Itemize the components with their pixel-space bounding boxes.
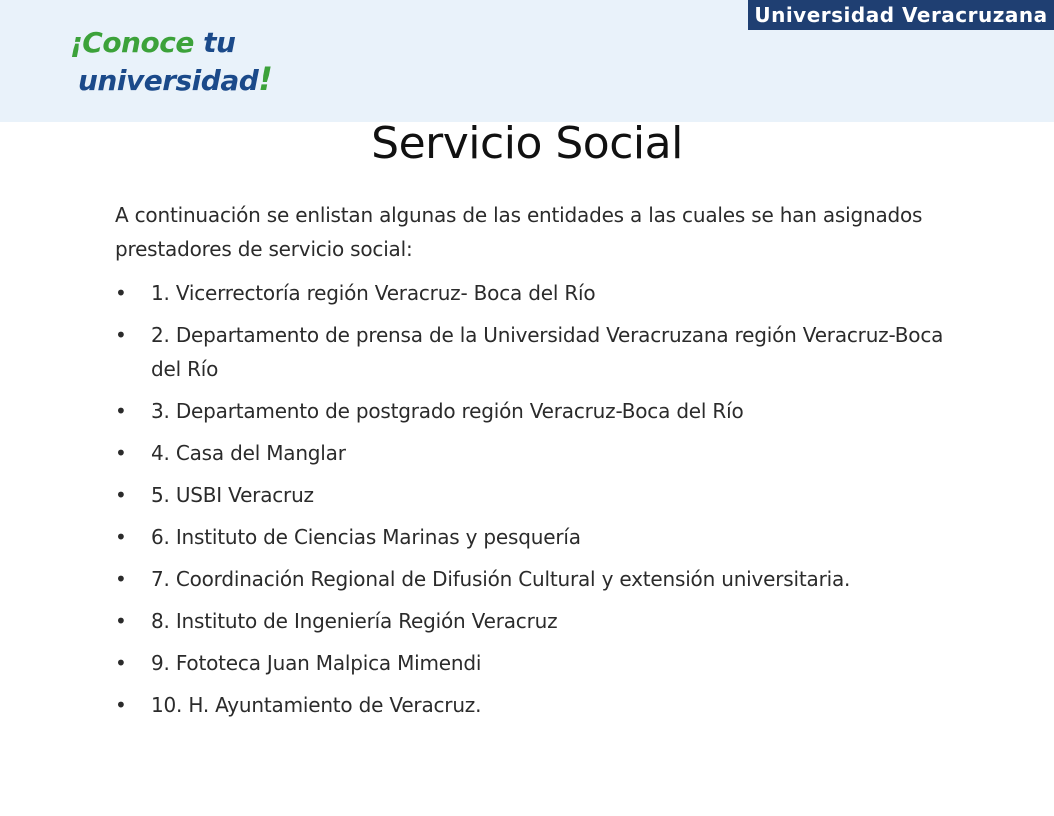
- list-item: [115, 276, 945, 310]
- list-item: [115, 478, 945, 512]
- list-item: [115, 646, 945, 680]
- list-item-text: 6. Instituto de Ciencias Marinas y pesquería: [151, 525, 581, 549]
- intro-text: A continuación se enlistan algunas de las entidades a las cuales se han asignados prestadores de servicio social:: [115, 203, 923, 261]
- bullet-icon: •: [115, 323, 127, 347]
- list-item: [115, 688, 945, 722]
- university-brand-bar: Universidad Veracruzana: [748, 0, 1054, 30]
- list-item: [115, 562, 945, 596]
- bullet-icon: •: [115, 567, 127, 591]
- logo-line1: [70, 26, 235, 59]
- bullet-icon: •: [115, 651, 127, 675]
- logo-conoce-text: ¡Conoce: [70, 26, 194, 59]
- logo-exclamation: !: [258, 60, 273, 98]
- list-item: [115, 436, 945, 470]
- list-item-text: 2. Departamento de prensa de la Universidad Veracruzana región Veracruz-Boca del Río: [151, 323, 944, 381]
- list-item-text: 4. Casa del Manglar: [151, 441, 346, 465]
- bullet-icon: •: [115, 399, 127, 423]
- list-item-text: 1. Vicerrectoría región Veracruz- Boca del Río: [151, 281, 596, 305]
- slide-content: [115, 198, 945, 730]
- bullet-icon: •: [115, 525, 127, 549]
- list-item-text: 9. Fototeca Juan Malpica Mimendi: [151, 651, 482, 675]
- list-item: [115, 604, 945, 638]
- list-item: [115, 318, 945, 386]
- list-item-text: 5. USBI Veracruz: [151, 483, 314, 507]
- logo-universidad-text: universidad: [78, 64, 259, 97]
- logo-line2: [78, 60, 272, 98]
- logo-tu-text: tu: [203, 26, 236, 59]
- list-item-text: 8. Instituto de Ingeniería Región Veracruz: [151, 609, 558, 633]
- list-item-text: 10. H. Ayuntamiento de Veracruz.: [151, 693, 482, 717]
- entity-list: [115, 276, 945, 722]
- bullet-icon: •: [115, 441, 127, 465]
- list-item-text: 7. Coordinación Regional de Difusión Cultural y extensión universitaria.: [151, 567, 851, 591]
- conoce-tu-universidad-logo: [70, 26, 273, 98]
- bullet-icon: •: [115, 609, 127, 633]
- list-item: [115, 520, 945, 554]
- list-item-text: 3. Departamento de postgrado región Veracruz-Boca del Río: [151, 399, 744, 423]
- bullet-icon: •: [115, 281, 127, 305]
- bullet-icon: •: [115, 483, 127, 507]
- list-item: [115, 394, 945, 428]
- bullet-icon: •: [115, 693, 127, 717]
- slide-title: Servicio Social: [371, 118, 683, 169]
